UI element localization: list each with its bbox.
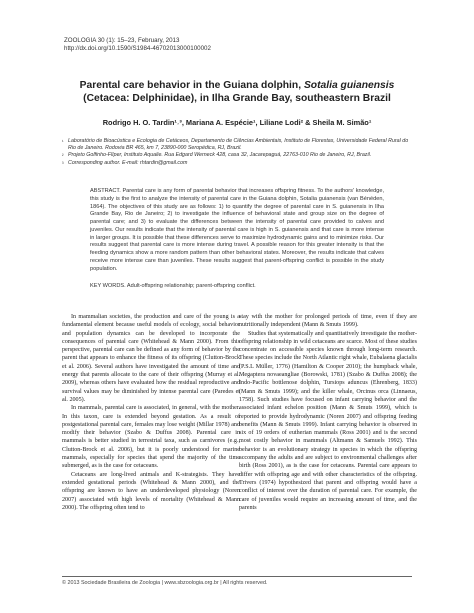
journal-citation: ZOOLOGIA 30 (1): 15–23, February, 2013 xyxy=(64,37,180,44)
journal-header xyxy=(64,37,211,53)
title-main: Parental care behavior in the Guiana dolphin, xyxy=(79,80,302,91)
affiliation-number: ³ xyxy=(62,160,64,166)
affiliation-text: Laboratório de Bioacústica e Ecologia de Cetáceos, Departamento de Ciências Ambientais, Instituto de Florestas, Universidade Federal Rural do Rio de Janeiro. Rodovia BR 465, km 7, 23890-000 Seropédica, RJ, Brazil. xyxy=(68,138,409,152)
body-paragraph: In mammalian societies, the production and care of the young is a fundamental element because useful models of ecology, social behavior and population dynamics can be developed to incorporate the consequences of parental care (Whitehead & Mann 2000). From this perspective, parental care can be defined as any form of behavior by the parent that appears to enhance the fitness of its offspring (Clutton-Brock et al. 2006). Several authors have investigated the amount of time and energy that parents allocate to the care of their offspring (Murray et al. 2009), whereas others have evaluated how the residual reproductive and survival values may be diminished by intense parental care (Paredes et al. 2005). xyxy=(62,314,240,403)
body-paragraph: Studies that systematically and quantitatively investigate the mother-offspring relationship in wild cetaceans are scarce. Most of these studies concentrate on accessible species known through long-term research. These species include the North Atlantic right whale, Eubalaena glacialis (P.S.L Müller, 1776) (Hamilton & Cooper 2010); the humpback whale, Megaptera novaeangliae (Borowski, 1781) (Szabo & Duffus 2008); the Indo-Pacific bottlenose dolphin, Tursiops aduncus (Ehrenberg, 1833) (Mann & Smuts 1999); and the killer whale, Orcinus orca (Linnaeus, 1758). Such studies have focused on infant carrying behavior and the associated infant echelon position (Mann & Smuts 1999), which is reported to provide hydrodynamic (Noren 2007) and offspring feeding benefits (Mann & Smuts 1999). Infant carrying behavior is observed in six of 19 orders of eutherian mammals (Ross 2001) and is the second most costly behavior in mammals (Altmann & Samuels 1992). This behavior is an evolutionary strategy in species in which the offspring accompany the adults and are subject to environmental challenges after birth (Ross 2001), as is the case for cetaceans. Parental care appears to differ with offspring age and with other characteristics of the offspring. Trivers (1974) hypothesized that parent and offspring would have a conflict of interest over the duration of parental care. For example, the care of juveniles would require an increasing amount of time, and the parents xyxy=(239,330,418,511)
title-line-2: (Cetacea: Delphinidae), in Ilha Grande Bay, southeastern Brazil xyxy=(83,93,391,104)
affiliation-3 xyxy=(62,160,414,167)
footer-divider xyxy=(62,576,412,577)
keywords: KEY WORDS. Adult-offspring relationship; parent-offspring conflict. xyxy=(90,283,256,289)
body-paragraph: Cetaceans are long-lived animals and K-strategists. They have extended gestational periods (Whitehead & Mann 2000), and the offspring are known to have an underdeveloped physiology (Noren 2007) associated with high levels of mortality (Whitehead & Mann 2000). The offspring often tend to xyxy=(62,471,240,511)
affiliation-number: ² xyxy=(62,153,64,159)
abstract: ABSTRACT. Parental care is any form of parental behavior that increases offspring fitness. To the authors' knowledge, this study is the first to analyze the intensity of parental care in the Guiana dolphin, Sotalia guianensis (van Bénéden, 1864). The objectives of this study are as follows: 1) to quantify the degree of parental care in S. guianensis in Ilha Grande Bay, Rio de Janeiro; 2) to investigate the influence of behavioral state and group size on the degree of parental care; and 3) to evaluate the differences between the intensity of parental care provided to calves and juveniles. Our results indicate that the intensity of parental care is high in S. guianensis and that care is more intense in larger groups. It is possible that these differences serve to maximize hydrodynamic gains and to minimize risks. Our results suggest that parental care is more intense during travel. A possible reason for this greater intensity is that the feeding dynamics show a more random pattern than other behavioral states. Moreover, the results indicate that calves receive more intense care than juveniles. These results suggest that parent-offspring conflict is possible in the study population. xyxy=(90,188,384,272)
affiliation-text: Projeto Golfinho-Flíper, Instituto Aqualie. Rua Edgard Werneck 428, casa 32, Jacarepaguá, 22763-010 Rio de Janeiro, RJ, Brazil. xyxy=(68,152,372,159)
body-paragraph: stay with the mother for prolonged periods of time, even if they are nutritionally independent (Mann & Smuts 1999). xyxy=(239,314,417,329)
article-title xyxy=(40,79,434,105)
affiliation-1 xyxy=(62,138,414,152)
title-species: Sotalia guianensis xyxy=(303,80,395,91)
doi-link[interactable]: http://dx.doi.org/10.1590/S1984-46702013000100002 xyxy=(64,45,211,52)
author-list: Rodrigo H. O. Tardin¹˒³, Mariana A. Espécie¹, Liliane Lodi² & Sheila M. Simão¹ xyxy=(102,118,372,127)
body-paragraph: In mammals, parental care is associated, in general, with the mother. In this taxon, care is extended beyond gestation. As a result of postgestational parental care, females may lose weight (Millar 1978) and modify their behavior (Szabo & Duffus 2008). Parental care in mammals is better studied in terrestrial taxa, such as carnivores (e.g., Clutton-Brock et al. 2006), but it is poorly understood for marine mammals, especially for species that spend the majority of the time submerged, as is the case for cetaceans. xyxy=(62,405,240,470)
affiliations xyxy=(62,138,414,167)
body-column-left xyxy=(62,313,240,512)
copyright-footer: © 2013 Sociedade Brasileira de Zoologia | www.sbzoologia.org.br | All rights reserved. xyxy=(62,580,268,586)
corresponding-author-email[interactable]: Corresponding author. E-mail: rhtardin@gmail.com xyxy=(68,159,188,166)
title-line-1 xyxy=(40,79,434,92)
body-column-right xyxy=(239,313,417,512)
affiliation-2 xyxy=(62,152,414,159)
affiliation-number: ¹ xyxy=(62,139,64,144)
